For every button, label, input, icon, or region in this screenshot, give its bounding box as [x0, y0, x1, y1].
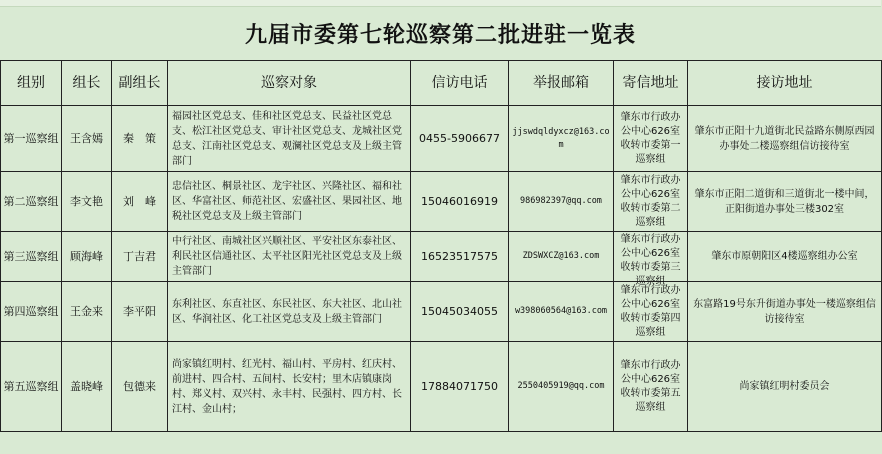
- group-cell[interactable]: 第二巡察组: [1, 172, 62, 232]
- deputy-cell[interactable]: 刘 峰: [112, 172, 168, 232]
- leader-cell[interactable]: 王含嫣: [62, 106, 112, 172]
- email-cell[interactable]: 986982397@qq.com: [509, 172, 614, 232]
- phone-cell[interactable]: 15045034055: [411, 282, 509, 342]
- phone-cell[interactable]: 0455-5906677: [411, 106, 509, 172]
- targets-cell[interactable]: 尚家镇红明村、红光村、福山村、平房村、红庆村、前进村、四合村、五间村、长安村；里木店镇康岗村、郑义村、双兴村、永丰村、民强村、四方村、长江村、金山村；: [168, 342, 411, 432]
- visit-address-cell[interactable]: 尚家镇红明村委员会: [688, 342, 882, 432]
- group-cell[interactable]: 第三巡察组: [1, 232, 62, 282]
- table-row: [1, 282, 882, 342]
- table-row: [1, 232, 882, 282]
- header-email[interactable]: 举报邮箱: [509, 61, 614, 106]
- leader-cell[interactable]: 李文艳: [62, 172, 112, 232]
- header-deputy[interactable]: 副组长: [112, 61, 168, 106]
- group-cell[interactable]: 第一巡察组: [1, 106, 62, 172]
- visit-address-cell[interactable]: 肇东市正阳十九道街北民益路东侧原西园办事处二楼巡察组信访接待室: [688, 106, 882, 172]
- header-leader[interactable]: 组长: [62, 61, 112, 106]
- mail-address-cell[interactable]: [614, 232, 688, 287]
- header-phone[interactable]: 信访电话: [411, 61, 509, 106]
- inspection-table: [0, 60, 882, 432]
- header-visit-address[interactable]: 接访地址: [688, 61, 882, 106]
- leader-cell[interactable]: 王金来: [62, 282, 112, 342]
- group-cell[interactable]: 第五巡察组: [1, 342, 62, 432]
- targets-cell[interactable]: 福园社区党总支、佳和社区党总支、民益社区党总支、松江社区党总支、审计社区党总支、龙城社区党总支、江南社区党总支、观澜社区党总支及上级主管部门: [168, 106, 411, 172]
- deputy-cell[interactable]: 秦 策: [112, 106, 168, 172]
- mail-address-text: 肇东市行政办公中心626室收转市委第三巡察组: [620, 233, 681, 287]
- group-cell[interactable]: 第四巡察组: [1, 282, 62, 342]
- table-title: 九届市委第七轮巡察第二批进驻一览表: [0, 6, 881, 61]
- email-cell[interactable]: jjswdqldyxcz@163.com: [509, 106, 614, 172]
- leader-cell[interactable]: 盖晓峰: [62, 342, 112, 432]
- header-group[interactable]: 组别: [1, 61, 62, 106]
- mail-address-cell[interactable]: 肇东市行政办公中心626室收转市委第一巡察组: [614, 106, 688, 172]
- visit-address-cell[interactable]: 肇东市原朝阳区4楼巡察组办公室: [688, 232, 882, 282]
- mail-address-cell[interactable]: 肇东市行政办公中心626室收转市委第五巡察组: [614, 342, 688, 432]
- header-mail-address[interactable]: 寄信地址: [614, 61, 688, 106]
- targets-cell[interactable]: 忠信社区、桐景社区、龙宇社区、兴隆社区、福和社区、华富社区、师范社区、宏盛社区、果园社区、地税社区党总支及上级主管部门: [168, 172, 411, 232]
- email-cell[interactable]: w398060564@163.com: [509, 282, 614, 342]
- mail-address-cell[interactable]: 肇东市行政办公中心626室收转市委第四巡察组: [614, 282, 688, 342]
- table-row: [1, 172, 882, 232]
- deputy-cell[interactable]: 包德来: [112, 342, 168, 432]
- table-row: [1, 342, 882, 432]
- phone-cell[interactable]: 16523517575: [411, 232, 509, 282]
- mail-address-cell[interactable]: 肇东市行政办公中心626室收转市委第二巡察组: [614, 172, 688, 232]
- header-row: [1, 61, 882, 106]
- deputy-cell[interactable]: 丁吉君: [112, 232, 168, 282]
- visit-address-cell[interactable]: 肇东市正阳二道街和三道街北一楼中间，正阳街道办事处三楼302室: [688, 172, 882, 232]
- targets-cell[interactable]: 中行社区、南城社区兴顺社区、平安社区东泰社区、利民社区信通社区、太平社区阳光社区党总支及上级主管部门: [168, 232, 411, 282]
- visit-address-cell[interactable]: 东富路19号东升街道办事处一楼巡察组信访接待室: [688, 282, 882, 342]
- phone-cell[interactable]: 15046016919: [411, 172, 509, 232]
- deputy-cell[interactable]: 李平阳: [112, 282, 168, 342]
- email-cell[interactable]: ZDSWXCZ@163.com: [509, 232, 614, 282]
- header-targets[interactable]: 巡察对象: [168, 61, 411, 106]
- table-row: [1, 106, 882, 172]
- email-cell[interactable]: 2550405919@qq.com: [509, 342, 614, 432]
- targets-cell[interactable]: 东利社区、东直社区、东民社区、东大社区、北山社区、华润社区、化工社区党总支及上级主管部门: [168, 282, 411, 342]
- phone-cell[interactable]: 17884071750: [411, 342, 509, 432]
- leader-cell[interactable]: 顾海峰: [62, 232, 112, 282]
